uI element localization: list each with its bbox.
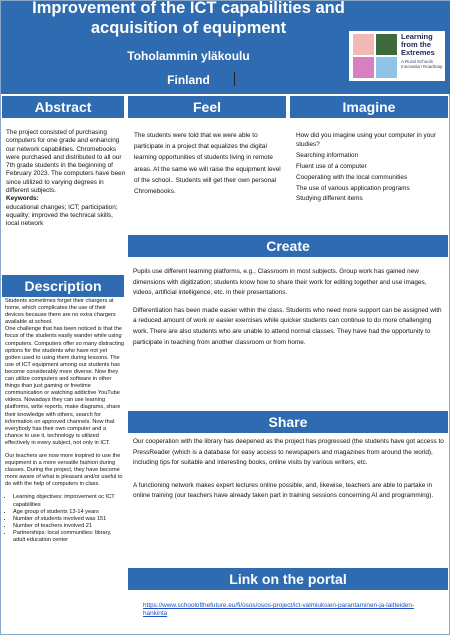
- school-name: Toholammin yläkoulu: [127, 49, 250, 63]
- logo-tile-3: [353, 57, 374, 78]
- header-band: [1, 1, 450, 94]
- text-cursor: [234, 72, 235, 86]
- abstract-body: [6, 129, 126, 229]
- logo-tile-2: [376, 34, 397, 55]
- feel-heading: Feel: [128, 96, 286, 118]
- abstract-heading: Abstract: [2, 96, 124, 118]
- project-logo: [349, 31, 445, 81]
- description-bullet: • Partnerships: local communities: library, adult education center: [13, 530, 124, 544]
- imagine-item: The use of various application programs: [296, 184, 410, 192]
- imagine-question: How did you imagine using your computer in your studies?: [296, 132, 436, 149]
- imagine-item: Cooperating with the local communities: [296, 173, 408, 181]
- poster-title: Improvement of the ICT capabilities and acquisition of equipment: [32, 0, 345, 37]
- imagine-item: Searching information: [296, 152, 359, 160]
- feel-body: [134, 130, 282, 200]
- keywords-label: Keywords:: [6, 195, 39, 203]
- share-heading: Share: [128, 411, 448, 433]
- description-paragraph-3: Our teachers are now more inspired to use the equipment in a more versatile fashion during classes. During the project, they have become more aware of what is pleasant and/or useful to do with the help of computers in class.: [5, 452, 123, 488]
- description-bullet: • Learning objectives: improvement oc ICT capabilities: [13, 494, 124, 508]
- create-body: [133, 267, 446, 351]
- description-paragraph-2: One challenge that has been noticed is that the focus of the students easily wander while using computers. Computers offer so many distracting options for the students who have not yet gotten used to using them during lessons. The use of ICT equipment among our students has become considerably more diverse. Now they can utilize computers and software in other things than just gaming or freetime communication or watching addictive YouTube videos. Nowadays they can use learning platforms, write reports, make diagrams, share their knowledge with others, search for information on approved channels. Now that everybody has their own computer and a chance to use it, technology is utilized effectively in every subject, not only in ICT.: [5, 326, 124, 446]
- share-paragraph-2: A functioning network makes expert lectures online possible, and, likewise, teachers are able to partake in online training (our teachers have already taken part in training sessions concerning AI and programming).: [133, 481, 434, 500]
- create-paragraph-2: Differentiation has been made easier within the class. Students who need more support can be assigned with a reduced amount of work or easier exercises while quicker students can continue to do more challenging work. There are also students who are unable to attend normal classes. They have had the opportunity to participate in teaching from another classroom or from home.: [133, 306, 442, 346]
- create-paragraph-1: Pupils use different learning platforms, e.g., Classroom in most subjects. Group work has gained new dimensions with digitization; students know how to share their work for editing together and use images, videos, artificial intelligence, etc. in their presentations.: [133, 268, 427, 297]
- share-body: [133, 437, 446, 505]
- description-heading: Description: [2, 275, 124, 297]
- feel-text: The students were told that we were able to participate in a project that equalizes the digital learning opportunities of students living in remote areas. At the same we will raise the equipment level of the school.. Students will get their own personal Chromebooks.: [134, 132, 281, 196]
- portal-heading: Link on the portal: [128, 568, 448, 590]
- imagine-item: Fluent use of a computer: [296, 163, 367, 170]
- share-paragraph-1: Our cooperation with the library has deepened as the project has progressed (the students have got access to PressReader (which is a database for easy access to newspapers and magazines from around the world), including tips for suitable and interesting books, online visits by various writers, etc.: [133, 438, 444, 467]
- logo-tagline: A Rural Schools Innovation Roadmap: [401, 59, 443, 69]
- logo-tile-4: [376, 57, 397, 78]
- logo-tile-1: [353, 34, 374, 55]
- country-name: Finland: [167, 73, 210, 87]
- imagine-item: Studying different items: [296, 195, 363, 203]
- description-bullet: • Number of teachers involved 21: [13, 523, 124, 530]
- abstract-text: The project consisted of purchasing computers for one grade and enhancing our network capabilities. Chromebooks were purchased and distributed to all our 7th grade students in the beginning of February 2023. The computers have been since utilized to varying degrees in different subjects.: [6, 129, 126, 195]
- logo-wordmark: Learning from the Extremes: [401, 32, 435, 57]
- create-heading: Create: [128, 235, 448, 257]
- keywords-text: educational changes; ICT; participation; equality; improved the technical skills, local network: [6, 203, 118, 228]
- portal-link[interactable]: https://www.schoolofthefuture.eu/fi/osos/osos-project/ict-valmiuksien-parantaminen-ja-laitteiden-hankinta: [143, 602, 415, 618]
- description-bullet: • Age group of students 13-14 years: [13, 509, 124, 516]
- description-paragraph-1: Students sometimes forget their chargers at home, which complicates the use of their devices because there are no extra chargers available at school.: [5, 298, 116, 326]
- description-bullets: [5, 494, 124, 544]
- description-body: [5, 298, 124, 544]
- imagine-heading: Imagine: [290, 96, 448, 118]
- imagine-body: [296, 131, 446, 205]
- description-bullet: • Number of students involved was 151: [13, 516, 124, 523]
